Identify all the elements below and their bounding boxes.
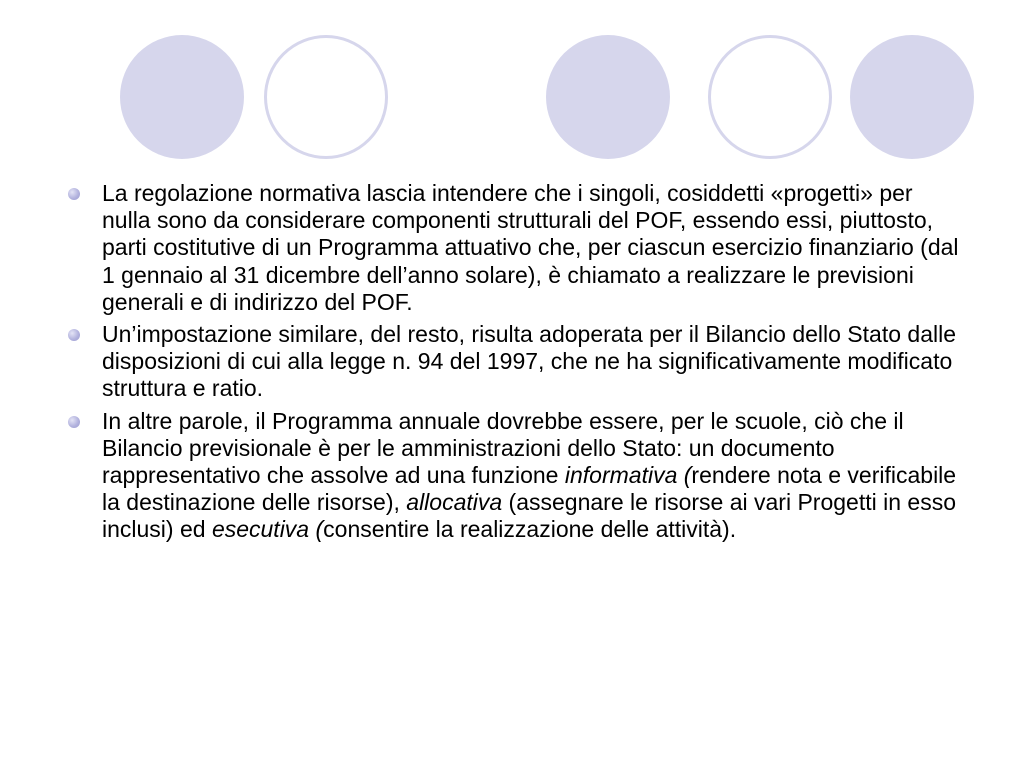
bullet-item (64, 180, 964, 316)
bullet-text: Un’impostazione similare, del resto, risulta adoperata per il Bilancio dello Stato dalle disposizioni di cui alla legge n. 94 del 1997, che ne ha significativamente modificato struttura e ratio. (102, 321, 956, 402)
decorative-filled-circle (120, 35, 244, 159)
term-esecutiva: esecutiva ( (211, 516, 324, 543)
slide-content (64, 180, 964, 549)
decorative-outline-circle (708, 35, 832, 159)
decorative-filled-circle (850, 35, 974, 159)
term-informativa: informativa ( (564, 462, 692, 489)
bullet-dot-icon (68, 188, 80, 200)
bullet-text-allocativa-desc: (assegnare le risorse ai vari Progetti in esso inclusi) ed (102, 489, 956, 543)
bullet-text-informativa-desc: rendere nota e verificabile la destinazione delle risorse), (102, 462, 957, 516)
bullet-text-esecutiva-desc: consentire la realizzazione delle attività). (323, 516, 737, 543)
term-allocativa: allocativa (406, 489, 503, 516)
bullet-item (64, 321, 964, 403)
decorative-filled-circle (546, 35, 670, 159)
bullet-text-intro: In altre parole, il Programma annuale dovrebbe essere, per le scuole, ciò che il Bilancio previsionale è per le amministrazioni dello Stato: un documento rappresentativo che assolve ad una funzione (102, 407, 904, 489)
bullet-text: La regolazione normativa lascia intendere che i singoli, cosiddetti «progetti» per nulla sono da considerare componenti strutturali del POF, essendo essi, piuttosto, parti costitutive di un Programma attuativo che, per ciascun esercizio finanziario (dal 1 gennaio al 31 dicembre dell’anno solare), è chiamato a realizzare le previsioni generali e di indirizzo del POF. (102, 180, 959, 315)
bullet-dot-icon (68, 416, 80, 428)
bullet-item (64, 408, 964, 544)
bullet-list (64, 180, 964, 544)
bullet-dot-icon (68, 329, 80, 341)
decorative-outline-circle (264, 35, 388, 159)
